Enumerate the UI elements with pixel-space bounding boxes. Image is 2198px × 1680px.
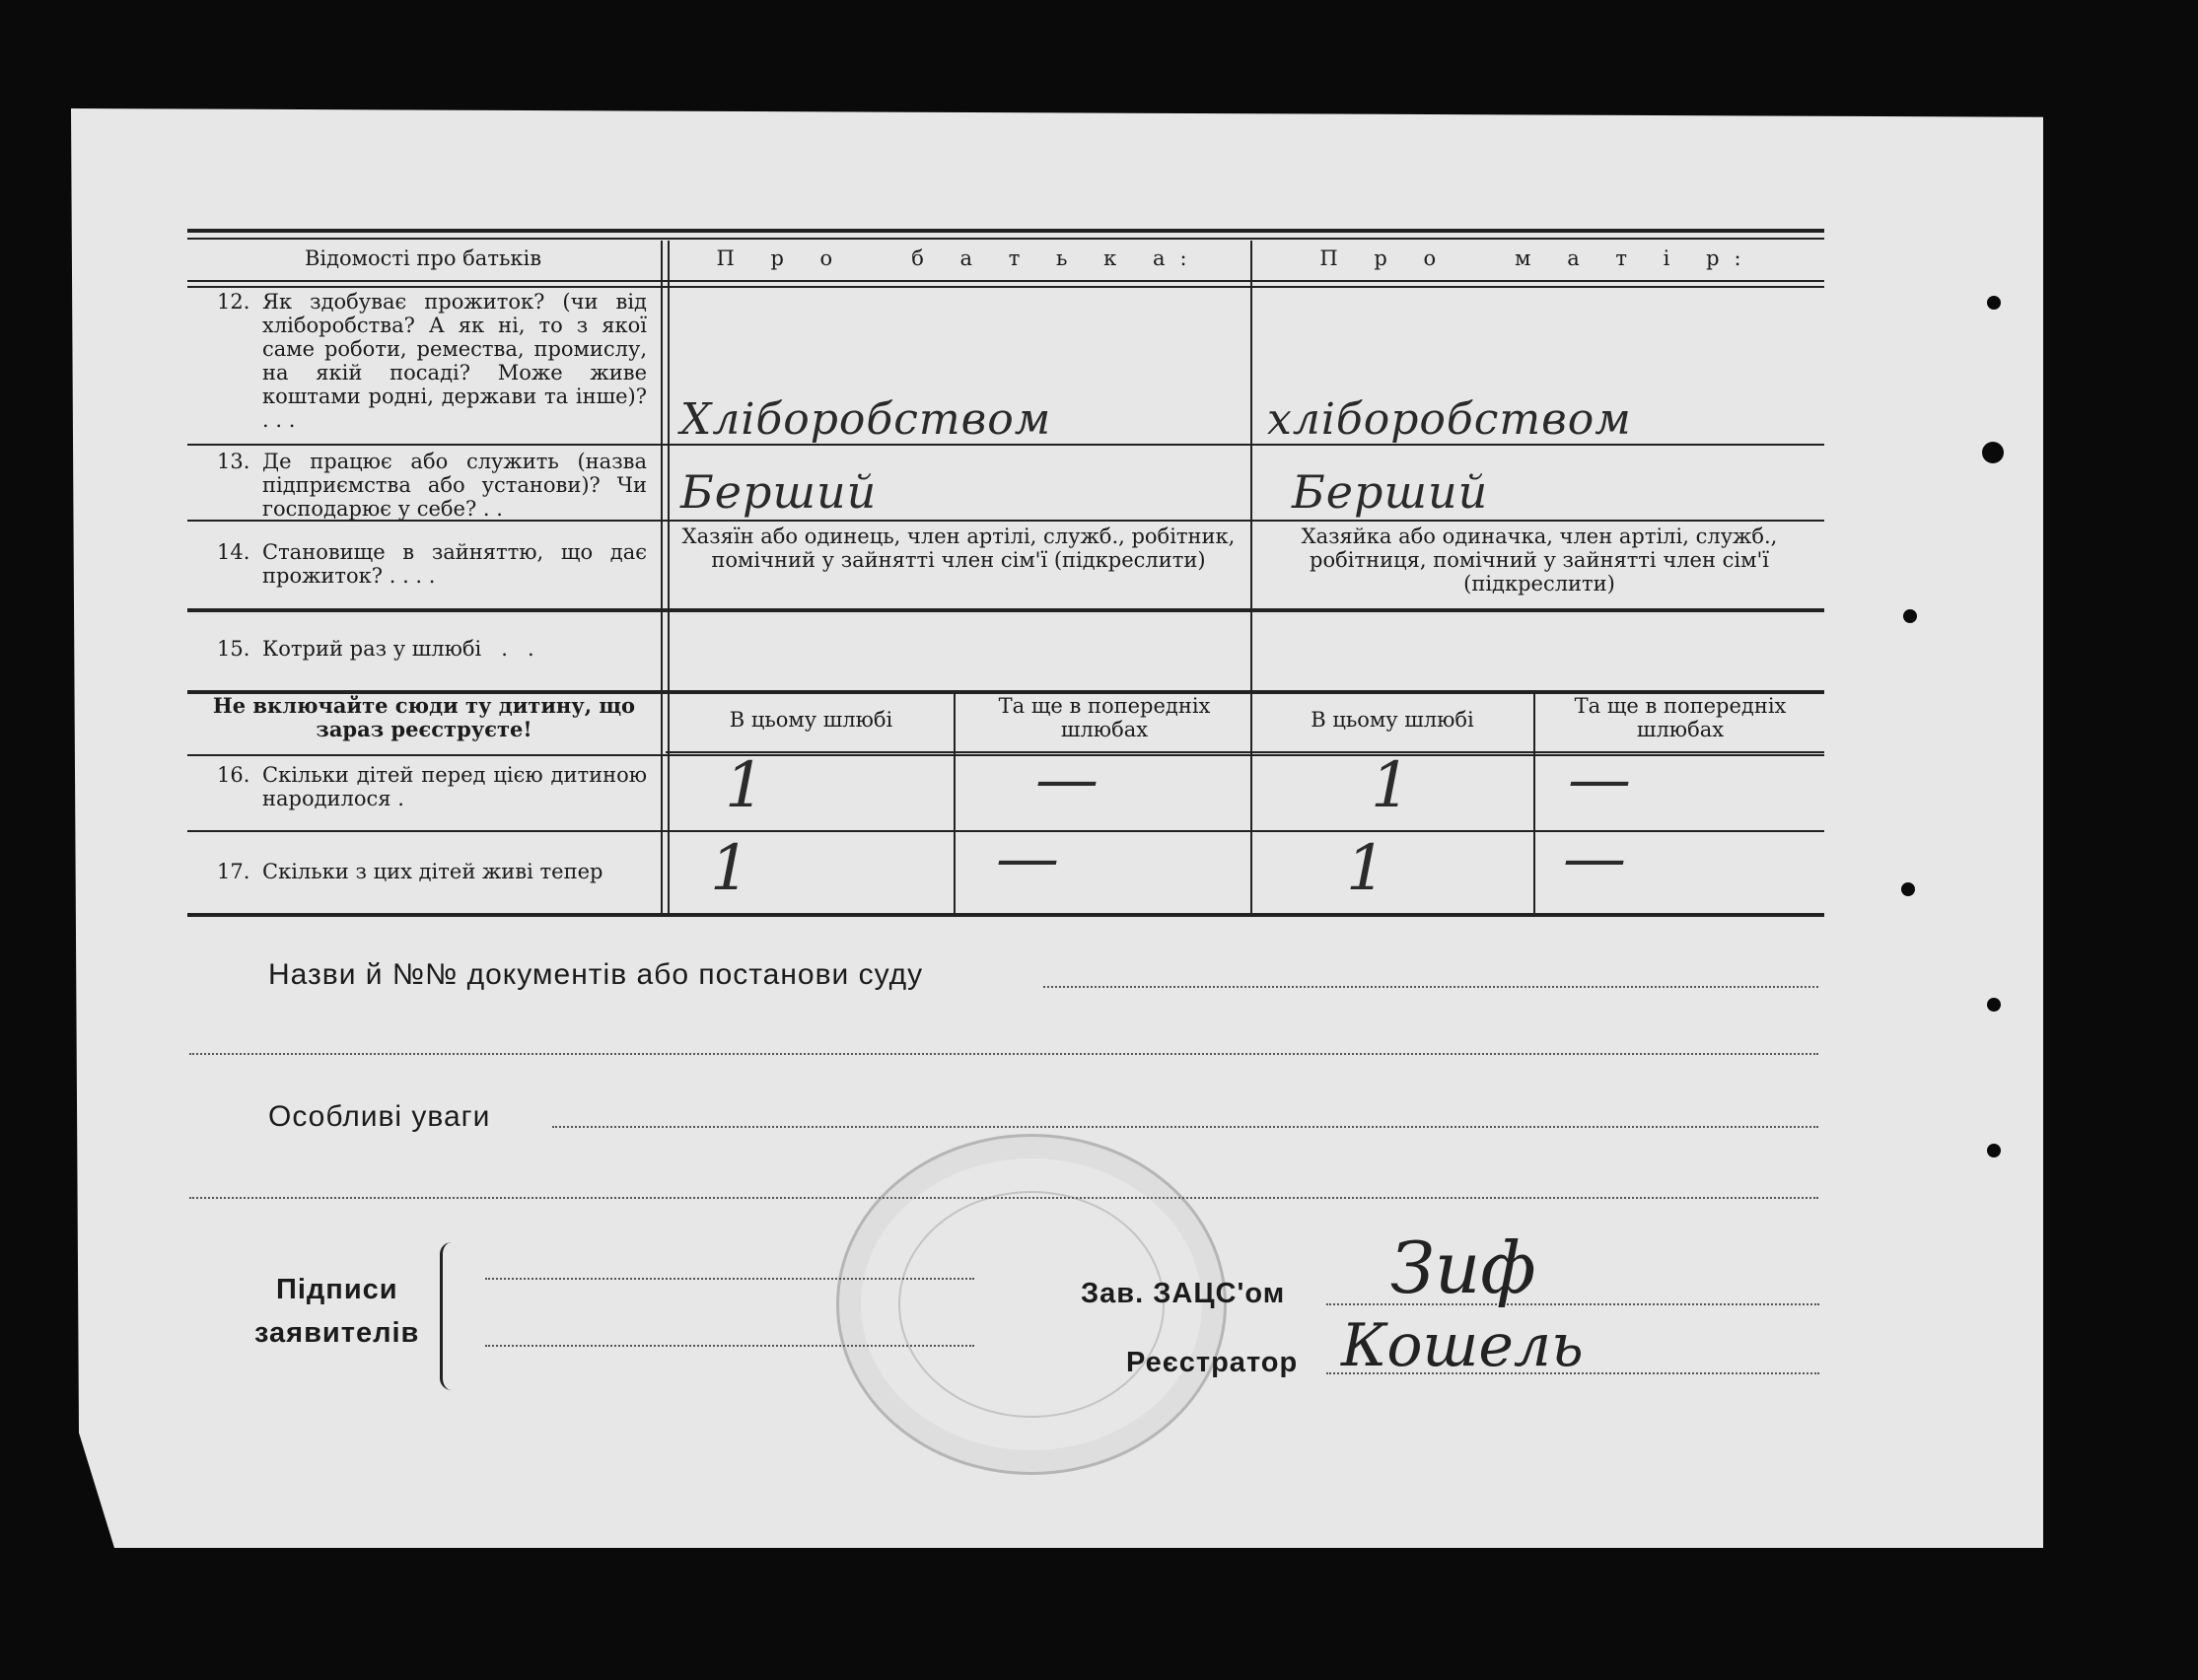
subheader-father-this-marriage: В цьому шлюбі	[729, 708, 893, 732]
registrar-signature: Кошель	[1341, 1311, 1584, 1380]
applicant-signature-line-1[interactable]	[485, 1278, 974, 1280]
q12-text: Як здобуває прожиток? (чи від хліборобства? А як ні, то з якої саме роботи, ремества, промислу, на якій посаді? Може живе коштами родні, держави та інше)? . . .	[262, 290, 647, 432]
q16-father-prev-value: —	[1035, 743, 1099, 816]
q13-mother-answer: Берший	[1292, 465, 1489, 519]
q16-father-this-value: 1	[725, 749, 766, 822]
q17-father-prev-value: —	[996, 822, 1060, 895]
q12-mother-answer: хліборобством	[1267, 394, 1632, 445]
subheader-mother-previous-marriages: Та ще в попередніх шлюбах	[1574, 694, 1787, 741]
q15-text: Котрий раз у шлюбі . .	[262, 637, 534, 661]
binder-hole	[1987, 296, 2001, 310]
binder-hole	[1982, 442, 2004, 463]
q17-mother-prev-value: —	[1563, 822, 1627, 895]
subheader-mother-this-marriage: В цьому шлюбі	[1311, 708, 1474, 732]
q16-number: 16.	[217, 763, 250, 787]
q16-mother-this-value: 1	[1371, 749, 1412, 822]
applicants-signatures-label-1: Підписи	[276, 1274, 398, 1305]
documents-line-2[interactable]	[189, 1053, 1818, 1055]
subheader-father-previous-marriages: Та ще в попередніх шлюбах	[998, 694, 1211, 741]
documents-line[interactable]	[1043, 986, 1818, 988]
binder-hole	[1903, 609, 1917, 623]
header-parents-info: Відомості про батьків	[304, 246, 542, 270]
q17-number: 17.	[217, 860, 250, 883]
q12-number: 12.	[217, 290, 250, 314]
q17-mother-this-value: 1	[1346, 832, 1387, 905]
binder-hole	[1987, 1144, 2001, 1157]
binder-hole	[1901, 882, 1915, 896]
notes-label: Особливі уваги	[268, 1100, 491, 1133]
zags-head-signature: Зиф	[1390, 1226, 1536, 1309]
q13-text: Де працює або служить (назва підприємства або установи)? Чи господарює у себе? . .	[262, 450, 647, 521]
children-note: Не включайте сюди ту дитину, що зараз реєструєте!	[212, 693, 636, 741]
q14-number: 14.	[217, 540, 250, 564]
q16-text: Скільки дітей перед цією дитиною народилося .	[262, 763, 647, 810]
registrar-label: Реєстратор	[1126, 1347, 1299, 1378]
header-father: П р о б а т ь к а:	[716, 246, 1202, 270]
q16-mother-prev-value: —	[1568, 743, 1632, 816]
q17-text: Скільки з цих дітей живі тепер	[262, 860, 603, 883]
q14-father-options: Хазяїн або одинець, член артілі, служб., робітник, помічний у зайнятті член сім'ї (підкреслити)	[681, 525, 1236, 572]
q17-father-this-value: 1	[710, 832, 751, 905]
q14-text: Становище в зайняттю, що дає прожиток? . . . .	[262, 540, 647, 588]
brace	[440, 1242, 462, 1390]
q12-father-answer: Хліборобством	[680, 394, 1052, 445]
q13-number: 13.	[217, 450, 250, 473]
notes-line[interactable]	[552, 1126, 1818, 1128]
parents-info-table	[187, 229, 1824, 919]
applicant-signature-line-2[interactable]	[485, 1345, 974, 1347]
q13-father-answer: Берший	[680, 465, 878, 519]
zags-head-label: Зав. ЗАЦС'ом	[1081, 1278, 1286, 1309]
q15-number: 15.	[217, 637, 250, 661]
applicants-signatures-label-2: заявителів	[254, 1317, 420, 1349]
q14-mother-options: Хазяйка або одиначка, член артілі, служб., робітниця, помічний у зайнятті член сім'ї (підкреслити)	[1301, 525, 1778, 595]
header-mother: П р о м а т і р:	[1319, 246, 1756, 270]
binder-hole	[1987, 998, 2001, 1012]
documents-label: Назви й №№ документів або постанови суду	[268, 958, 924, 991]
